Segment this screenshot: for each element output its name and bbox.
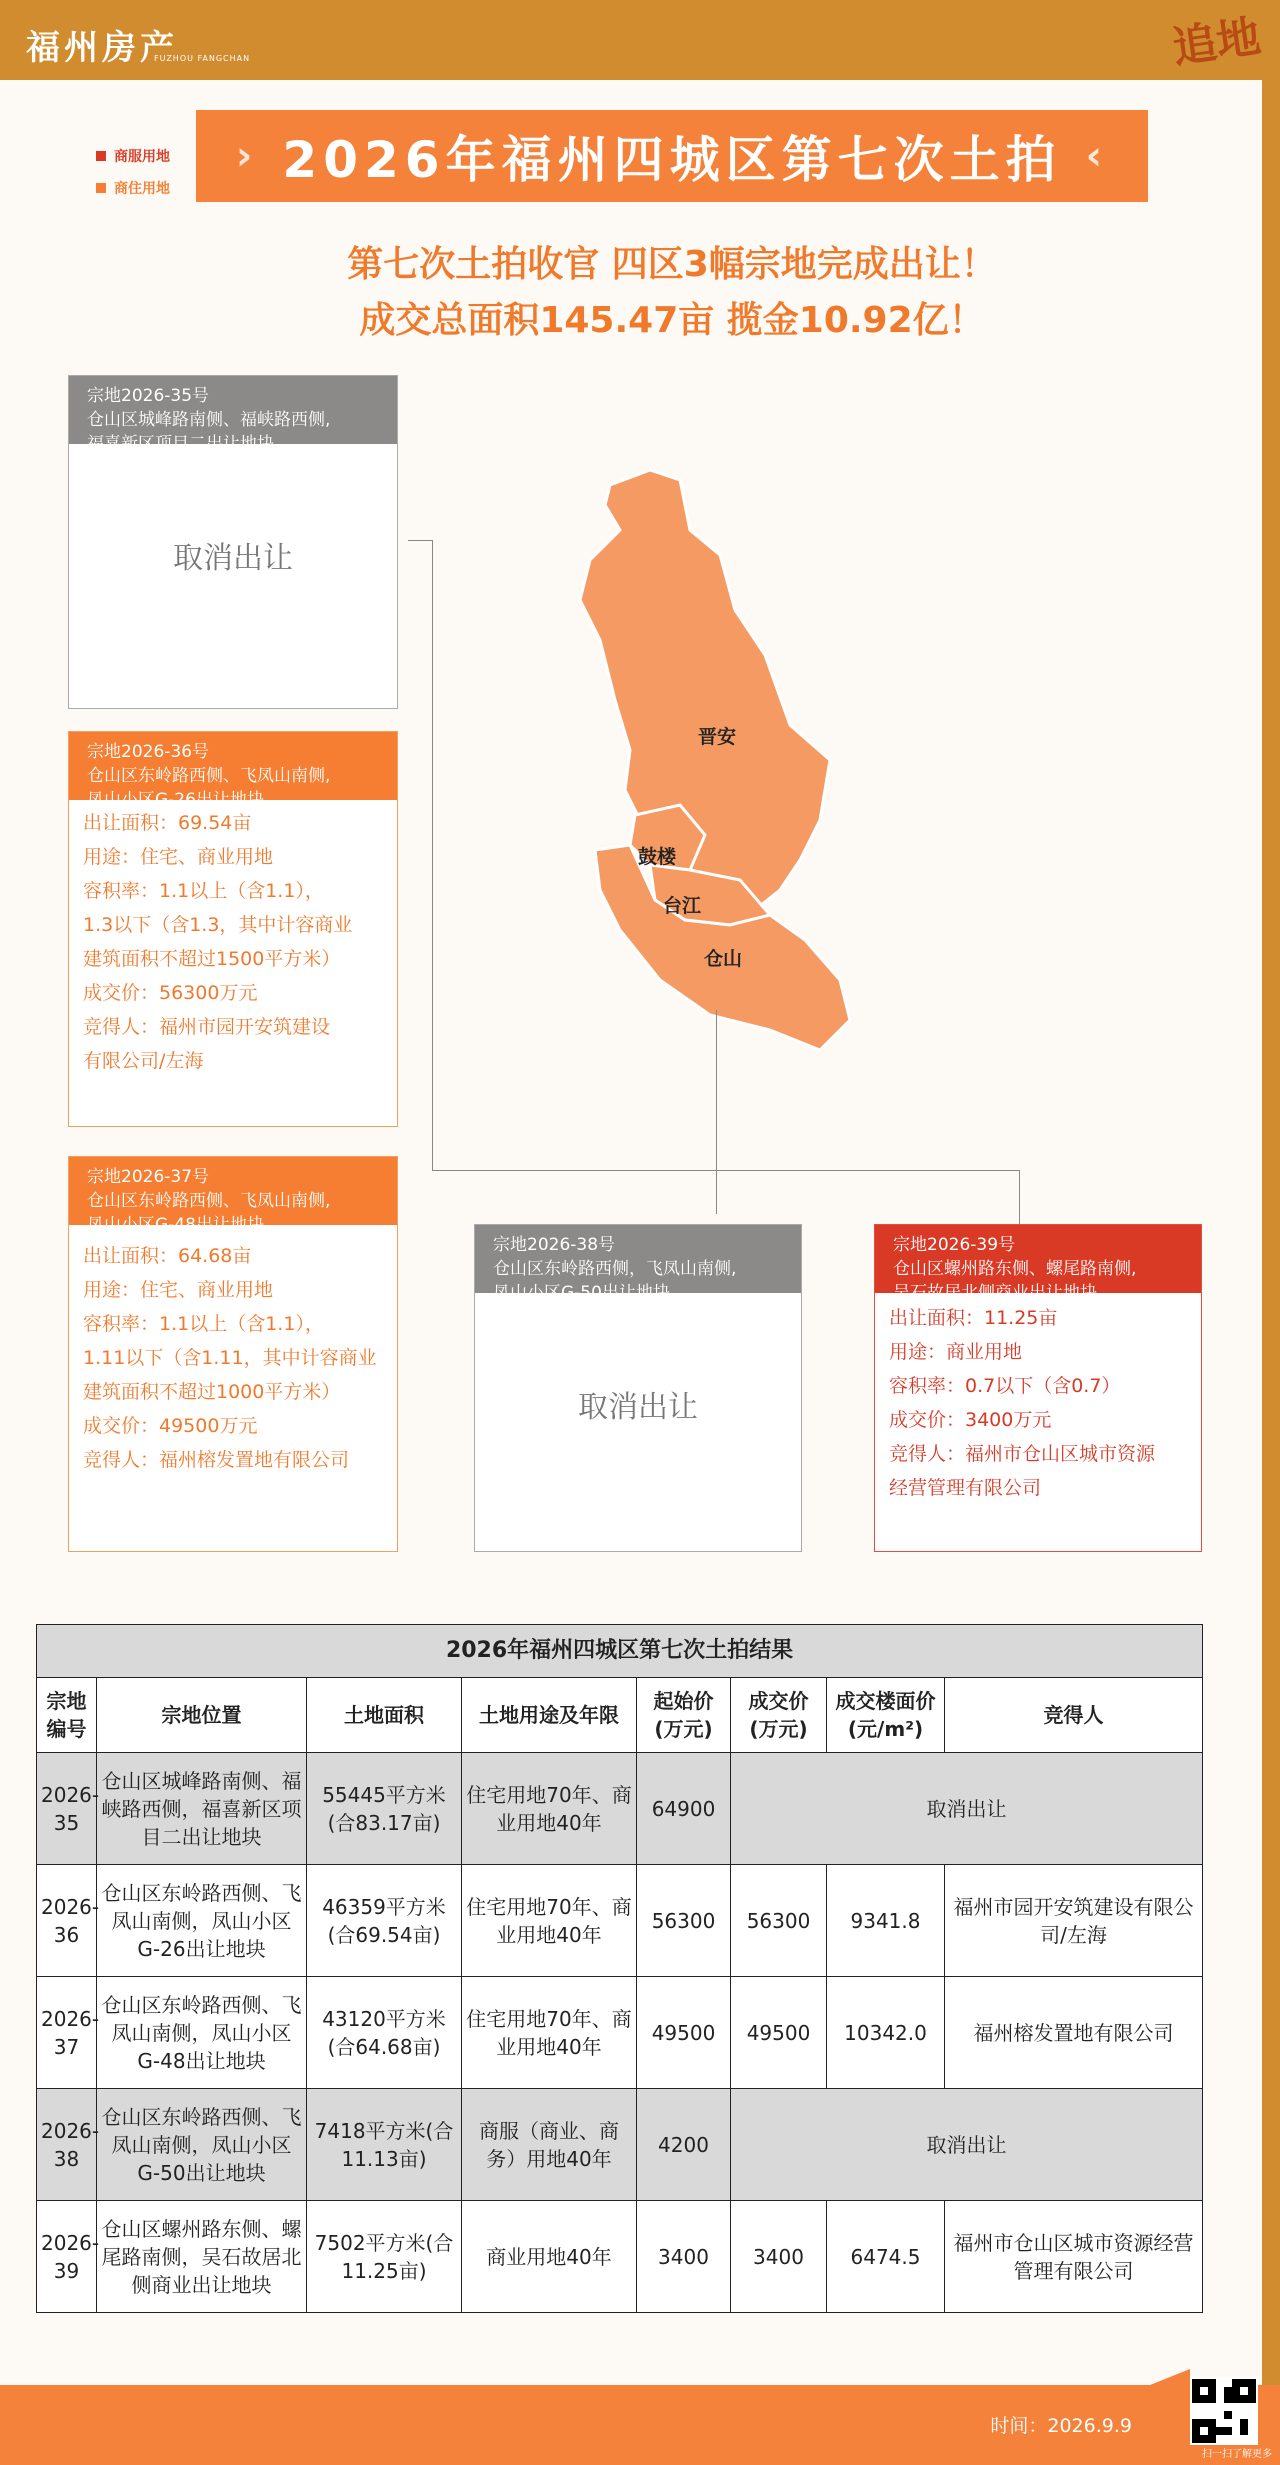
table-cell-winner: 福州市仓山区城市资源经营管理有限公司	[945, 2201, 1203, 2313]
connector-line	[432, 1170, 1020, 1171]
parcel-card-37	[68, 1156, 398, 1552]
table-cell-start: 56300	[637, 1865, 731, 1977]
connector-line	[408, 540, 432, 541]
table-cell-area: 43120平方米(合64.68亩)	[307, 1977, 462, 2089]
qr-code-icon	[1192, 2379, 1256, 2443]
legend	[96, 146, 170, 210]
logo-text: 福州房产	[26, 28, 178, 68]
table-cell-use: 商业用地40年	[462, 2201, 637, 2313]
legend-label: 商服用地	[114, 149, 170, 165]
table-cell-winner: 福州市园开安筑建设有限公司/左海	[945, 1865, 1203, 1977]
column-header: 竞得人	[945, 1678, 1203, 1753]
table-cell-deal: 56300	[731, 1865, 827, 1977]
card-line: 出让面积：69.54亩	[83, 812, 252, 834]
qr-code[interactable]	[1190, 2377, 1258, 2445]
card-location: 仓山区东岭路西侧、飞凤山南侧, 凤山小区G-48出让地块	[87, 1191, 331, 1235]
table-cell-area: 7502平方米(合11.25亩)	[307, 2201, 462, 2313]
table-cell-area: 7418平方米(合11.13亩)	[307, 2089, 462, 2201]
card-line: 成交价：49500万元	[83, 1415, 258, 1437]
results-table	[36, 1624, 1203, 2313]
table-cell-area: 55445平方米(合83.17亩)	[307, 1753, 462, 1865]
table-cell-start: 4200	[637, 2089, 731, 2201]
card-line: 容积率：1.1以上（含1.1），	[83, 1313, 324, 1335]
card-line: 经营管理有限公司	[889, 1477, 1042, 1499]
parcel-card-35	[68, 375, 398, 709]
table-cell-use: 住宅用地70年、商业用地40年	[462, 1753, 637, 1865]
map-label-taijiang: 台江	[662, 895, 702, 917]
column-header: 土地面积	[307, 1678, 462, 1753]
headline-2: 成交总面积145.47亩 揽金10.92亿！	[359, 300, 985, 341]
card-line: 成交价：56300万元	[83, 982, 258, 1004]
parcel-card-38	[474, 1224, 802, 1552]
table-cell-winner: 福州榕发置地有限公司	[945, 1977, 1203, 2089]
card-header	[875, 1225, 1201, 1303]
column-header: 起始价(万元)	[637, 1678, 731, 1753]
map-label-cangshan: 仓山	[703, 948, 743, 970]
chevron-right-icon: ›	[235, 133, 259, 179]
logo-subtitle: FUZHOU FANGCHAN	[154, 54, 251, 63]
table-cell-loc: 仓山区螺州路东侧、螺尾路南侧，吴石故居北侧商业出让地块	[97, 2201, 307, 2313]
column-header: 土地用途及年限	[462, 1678, 637, 1753]
table-cell-floor: 9341.8	[827, 1865, 945, 1977]
column-header: 成交价(万元)	[731, 1678, 827, 1753]
card-line: 容积率：1.1以上（含1.1），	[83, 880, 324, 902]
card-line: 建筑面积不超过1000平方米）	[83, 1381, 341, 1403]
card-title: 宗地2026-39号	[893, 1235, 1016, 1255]
legend-swatch	[96, 183, 106, 193]
table-cell-loc: 仓山区东岭路西侧、飞凤山南侧，凤山小区G-50出让地块	[97, 2089, 307, 2201]
table-cell-floor: 6474.5	[827, 2201, 945, 2313]
card-line: 竞得人：福州市园开安筑建设	[83, 1016, 331, 1038]
table-cell-deal: 3400	[731, 2201, 827, 2313]
table-cell-loc: 仓山区东岭路西侧、飞凤山南侧，凤山小区G-48出让地块	[97, 1977, 307, 2089]
connector-line	[432, 540, 433, 1170]
card-line: 成交价：3400万元	[889, 1409, 1052, 1431]
table-row	[37, 1977, 1203, 2089]
card-title: 宗地2026-36号	[87, 742, 210, 762]
card-location: 仓山区东岭路西侧，飞凤山南侧, 凤山小区G-50出让地块	[493, 1259, 737, 1303]
table-row	[37, 1753, 1203, 1865]
table-header-row	[37, 1678, 1203, 1753]
column-header: 宗地编号	[37, 1678, 97, 1753]
title-banner	[196, 110, 1148, 202]
footer-bar	[0, 2385, 1280, 2465]
card-location: 仓山区东岭路西侧、飞凤山南侧, 凤山小区G-26出让地块	[87, 766, 331, 810]
table-cell-deal: 49500	[731, 1977, 827, 2089]
top-bar	[0, 0, 1280, 80]
table-cell-loc: 仓山区城峰路南侧、福峡路西侧，福喜新区项目二出让地块	[97, 1753, 307, 1865]
table-cell-id: 2026-38	[37, 2089, 97, 2201]
card-line: 出让面积：11.25亩	[889, 1307, 1058, 1329]
table-cell-start: 49500	[637, 1977, 731, 2089]
card-line: 建筑面积不超过1500平方米）	[83, 948, 341, 970]
table-cell-use: 住宅用地70年、商业用地40年	[462, 1977, 637, 2089]
map-label-jinan: 晋安	[697, 726, 737, 748]
table-cell-id: 2026-35	[37, 1753, 97, 1865]
card-cancel-text: 取消出让	[578, 1390, 698, 1425]
legend-item-commercial	[96, 146, 170, 166]
table-cell-start: 64900	[637, 1753, 731, 1865]
table-cell-floor: 10342.0	[827, 1977, 945, 2089]
legend-label: 商住用地	[114, 181, 170, 197]
card-line: 1.3以下（含1.3，其中计容商业	[83, 914, 353, 936]
card-line: 用途：商业用地	[889, 1341, 1023, 1363]
table-cell-loc: 仓山区东岭路西侧、飞凤山南侧，凤山小区G-26出让地块	[97, 1865, 307, 1977]
table-cell-use: 商服（商业、商务）用地40年	[462, 2089, 637, 2201]
card-header	[69, 1157, 397, 1235]
table-row	[37, 2201, 1203, 2313]
table-cell-winner: 取消出让	[731, 1753, 1203, 1865]
card-header	[475, 1225, 801, 1303]
legend-item-residential	[96, 178, 170, 198]
table-cell-winner: 取消出让	[731, 2089, 1203, 2201]
logo	[26, 20, 251, 69]
map-jinan	[580, 470, 830, 910]
card-header	[69, 376, 397, 454]
card-location: 仓山区城峰路南侧、福峡路西侧, 福喜新区项目二出让地块	[87, 410, 331, 454]
table-cell-id: 2026-36	[37, 1865, 97, 1977]
footer-time: 时间：2026.9.9	[990, 2415, 1132, 2437]
card-line: 用途：住宅、商业用地	[83, 846, 274, 868]
map-label-gulou: 鼓楼	[637, 846, 677, 868]
connector-line	[1019, 1170, 1020, 1224]
card-line: 竞得人：福州榕发置地有限公司	[83, 1449, 350, 1471]
district-map	[530, 460, 890, 1060]
headline-1: 第七次土拍收官 四区3幅宗地完成出让！	[347, 244, 997, 285]
table-cell-start: 3400	[637, 2201, 731, 2313]
card-line: 有限公司/左海	[83, 1050, 204, 1072]
card-line: 容积率：0.7以下（含0.7）	[889, 1375, 1121, 1397]
card-line: 用途：住宅、商业用地	[83, 1279, 274, 1301]
card-title: 宗地2026-37号	[87, 1167, 210, 1187]
column-header: 宗地位置	[97, 1678, 307, 1753]
table-row	[37, 2089, 1203, 2201]
card-cancel-text: 取消出让	[173, 541, 293, 576]
table-row	[37, 1865, 1203, 1977]
stamp-logo: 追地	[1169, 11, 1264, 74]
page-title: 2026年福州四城区第七次土拍	[282, 131, 1062, 189]
card-header	[69, 732, 397, 810]
card-line: 竞得人：福州市仓山区城市资源	[889, 1443, 1156, 1465]
qr-caption: 扫一扫了解更多	[1202, 2449, 1272, 2460]
card-line: 1.11以下（含1.11，其中计容商业	[83, 1347, 377, 1369]
card-title: 宗地2026-38号	[493, 1235, 616, 1255]
column-header: 成交楼面价(元/m²)	[827, 1678, 945, 1753]
card-location: 仓山区螺州路东侧、螺尾路南侧, 吴石故居北侧商业出让地块	[893, 1259, 1137, 1303]
card-body	[69, 800, 397, 1084]
card-body	[69, 1225, 397, 1483]
parcel-card-39	[874, 1224, 1202, 1552]
table-cell-id: 2026-39	[37, 2201, 97, 2313]
card-body	[875, 1293, 1201, 1511]
connector-line	[716, 1010, 717, 1214]
table-cell-use: 住宅用地70年、商业用地40年	[462, 1865, 637, 1977]
table-cell-area: 46359平方米(合69.54亩)	[307, 1865, 462, 1977]
chevron-left-icon: ‹	[1085, 133, 1109, 179]
parcel-card-36	[68, 731, 398, 1127]
table-caption: 2026年福州四城区第七次土拍结果	[37, 1625, 1203, 1678]
card-title: 宗地2026-35号	[87, 386, 210, 406]
card-line: 出让面积：64.68亩	[83, 1245, 252, 1267]
table-cell-id: 2026-37	[37, 1977, 97, 2089]
legend-swatch	[96, 151, 106, 161]
footer-decoration	[1150, 2369, 1190, 2385]
